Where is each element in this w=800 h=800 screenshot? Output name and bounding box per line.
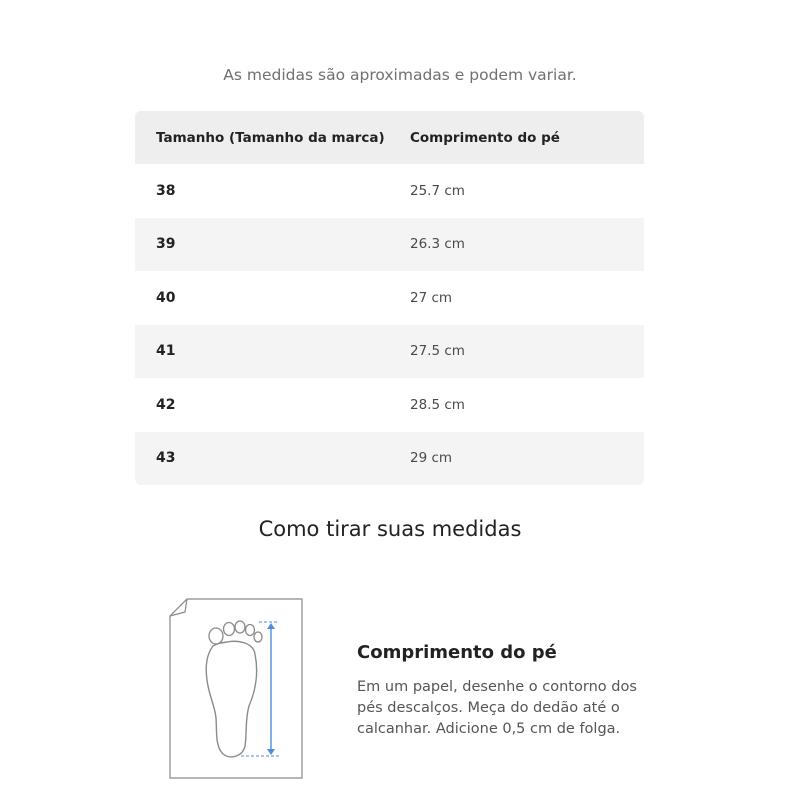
size-cell: 41 — [156, 343, 176, 360]
header-size: Tamanho (Tamanho da marca) — [156, 129, 385, 146]
size-cell: 43 — [156, 450, 176, 467]
length-cell: 27.5 cm — [410, 343, 465, 360]
foot-length-description: Em um papel, desenhe o contorno dos pés descalços. Meça do dedão até o calcanhar. Adicione 0,5 cm de folga. — [357, 679, 637, 737]
length-cell: 27 cm — [410, 289, 453, 306]
approximate-note: As medidas são aproximadas e podem variar. — [223, 66, 577, 84]
length-cell: 29 cm — [410, 450, 453, 467]
how-to-measure-title: Como tirar suas medidas — [258, 517, 522, 541]
table-row — [135, 325, 644, 379]
table-row — [135, 218, 644, 272]
table-row — [135, 378, 644, 432]
foot-on-paper-icon — [167, 598, 307, 780]
table-header — [135, 111, 644, 164]
length-cell: 25.7 cm — [410, 182, 465, 199]
size-cell: 40 — [156, 289, 176, 306]
size-cell: 39 — [156, 236, 176, 253]
foot-length-title: Comprimento do pé — [357, 642, 557, 663]
length-cell: 26.3 cm — [410, 236, 465, 253]
length-cell: 28.5 cm — [410, 396, 465, 413]
size-table — [135, 111, 644, 485]
table-row — [135, 164, 644, 218]
header-foot-length: Comprimento do pé — [410, 129, 560, 146]
size-cell: 38 — [156, 182, 176, 199]
table-body — [135, 164, 644, 485]
table-row — [135, 271, 644, 325]
table-row — [135, 432, 644, 486]
size-cell: 42 — [156, 396, 176, 413]
